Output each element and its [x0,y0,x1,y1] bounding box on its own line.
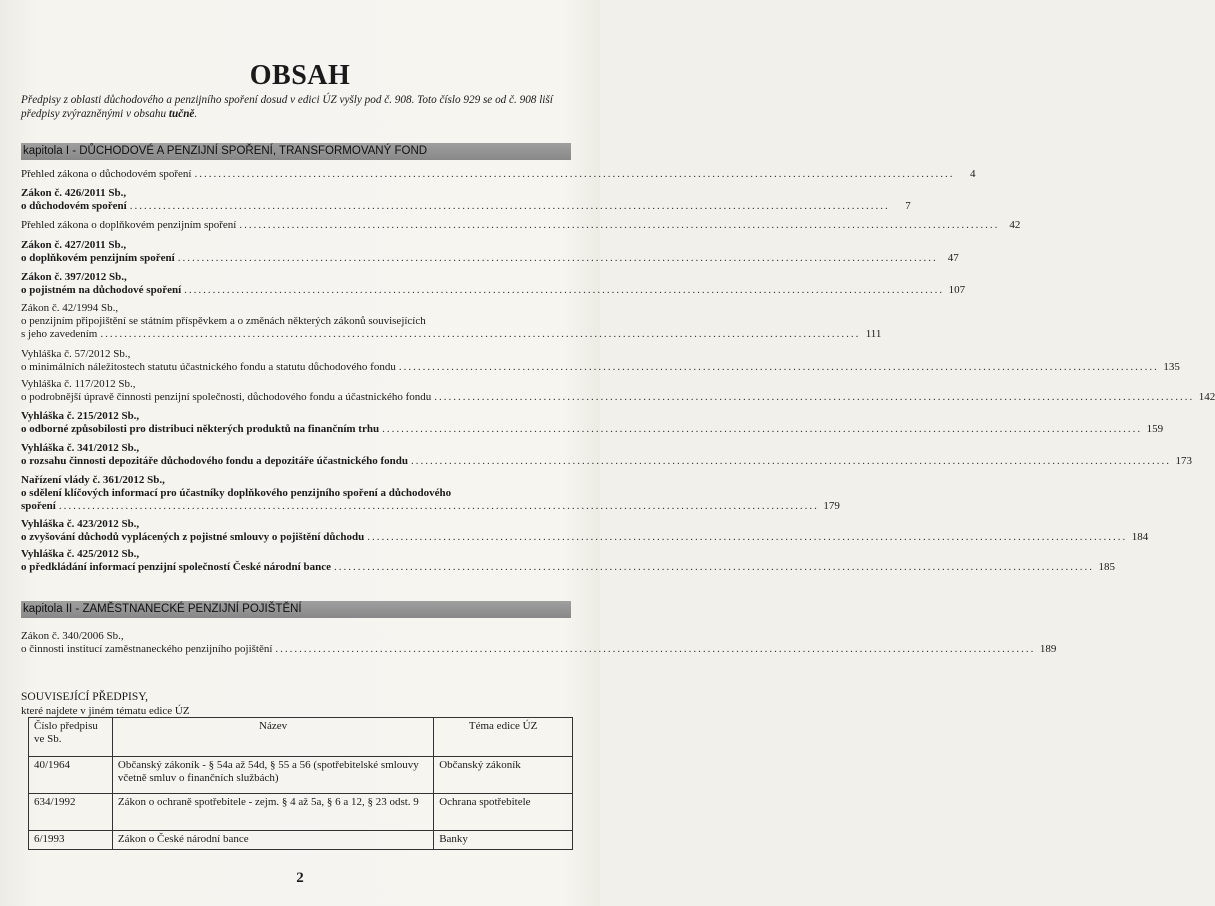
toc-page-number: 4 [969,168,976,180]
chapter-heading: kapitola I - DŮCHODOVÉ A PENZIJNÍ SPOŘENÍ, TRANSFORMOVANÝ FOND [21,143,571,160]
toc-entry-line: Zákon č. 340/2006 Sb., [21,630,124,642]
toc-entry-line: Vyhláška č. 57/2012 Sb., [21,348,131,360]
related-subheading: které najdete v jiném tématu edice ÚZ [21,705,190,717]
toc-page-number: 7 [905,200,911,212]
toc-entry-line: Zákon č. 397/2012 Sb., [21,271,127,283]
cell-name: Občanský zákoník - § 54a až 54d, § 55 a 56 (spotřebitelské smlouvy včetně smluv o finančních službách) [112,757,433,794]
cell-number: 634/1992 [29,794,113,831]
toc-entry-title: o činnosti institucí zaměstnaneckého penzijního pojištění [21,643,273,655]
toc-entry-line: Vyhláška č. 117/2012 Sb., [21,378,136,390]
table-row [29,794,573,831]
toc-entry[interactable] [21,474,840,513]
leader-dots [194,168,954,181]
leader-dots [275,643,1035,656]
toc-page-number: 159 [1146,423,1164,435]
toc-entry[interactable] [21,410,1164,436]
toc-page-number: 179 [823,500,840,512]
cell-topic: Občanský zákoník [434,757,573,794]
related-table [28,717,573,850]
toc-entry-title: o podrobnější úpravě činnosti penzijní společnosti, důchodového fondu a účastnického fondu [21,391,432,403]
toc-entry[interactable] [21,548,1115,574]
toc-entry-line: Zákon č. 427/2011 Sb., [21,239,127,251]
cell-name: Zákon o ochraně spotřebitele - zejm. § 4 až 5a, § 6 a 12, § 23 odst. 9 [112,794,433,831]
intro-paragraph [21,93,577,121]
intro-text: Předpisy z oblasti důchodového a penzijního spoření dosud v edici ÚZ vyšly pod č. 908. Toto číslo 929 se od č. 908 liší předpisy zvýrazněnými v obsahu [21,94,553,120]
leader-dots [100,328,860,341]
page-title: OBSAH [249,60,351,91]
toc-entry[interactable] [21,187,911,213]
leader-dots [178,252,938,265]
toc-entry-line: Vyhláška č. 341/2012 Sb., [21,442,140,454]
leader-dots [367,531,1127,544]
toc-entry-title: Přehled zákona o důchodovém spoření [21,168,192,180]
toc-entry[interactable] [21,271,966,297]
toc-entry-title: o minimálních náležitostech statutu účastnického fondu a statutu důchodového fondu [21,361,396,373]
toc-page-number: 107 [948,284,966,296]
cell-number: 6/1993 [29,831,113,850]
leader-dots [59,500,819,513]
toc-entry-title: s jeho zavedením [21,328,98,340]
toc-entry-title: spoření [21,500,56,512]
column-header-topic: Téma edice ÚZ [434,718,573,757]
toc-entry[interactable] [21,219,1021,232]
cell-name: Zákon o České národní bance [112,831,433,850]
intro-bold-word: tučně [168,108,195,120]
toc-page-number: 189 [1039,643,1057,655]
toc-entry[interactable] [21,168,976,181]
leader-dots [239,219,999,232]
toc-entry-line: Nařízení vlády č. 361/2012 Sb., [21,474,165,486]
chapter-heading: kapitola II - ZAMĚSTNANECKÉ PENZIJNÍ POJIŠTĚNÍ [21,601,571,618]
toc-entry-line: Vyhláška č. 215/2012 Sb., [21,410,140,422]
toc-entry[interactable] [21,442,1192,468]
toc-page-number: 42 [1009,219,1021,231]
leader-dots [411,455,1171,468]
toc-entry[interactable] [21,348,1180,374]
toc-entry[interactable] [21,518,1149,544]
toc-entry-title: Přehled zákona o doplňkovém penzijním spoření [21,219,237,231]
toc-page-number: 142 [1198,391,1215,403]
leader-dots [184,284,944,297]
toc-entry-title: o odborné způsobilosti pro distribuci některých produktů na finančním trhu [21,423,380,435]
toc-entry-line: o penzijním připojištění se státním příspěvkem a o změnách některých zákonů souvisejících [21,315,426,327]
toc-entry[interactable] [21,378,1215,404]
toc-page-number: 47 [947,252,959,264]
toc-entry-title: o předkládání informací penzijní společností České národní bance [21,561,331,573]
intro-end: . [194,108,198,120]
cell-topic: Ochrana spotřebitele [434,794,573,831]
toc-entry[interactable] [21,302,882,341]
toc-page-number: 135 [1163,361,1180,373]
table-header-row [29,718,573,757]
column-header-name: Název [112,718,433,757]
toc-entry-title: o důchodovém spoření [21,200,127,212]
leader-dots [334,561,1094,574]
toc-entry-line: Vyhláška č. 423/2012 Sb., [21,518,140,530]
leader-dots [382,423,1142,436]
related-heading: SOUVISEJÍCÍ PŘEDPISY, [21,691,148,703]
leader-dots [434,391,1194,404]
cell-number: 40/1964 [29,757,113,794]
toc-entry-title: o zvyšování důchodů vyplácených z pojistné smlouvy o pojištění důchodu [21,531,365,543]
leader-dots [399,361,1159,374]
table-row [29,831,573,850]
cell-topic: Banky [434,831,573,850]
toc-entry-title: o doplňkovém penzijním spoření [21,252,175,264]
toc-entry-title: o pojistném na důchodové spoření [21,284,182,296]
toc-entry-line: Vyhláška č. 425/2012 Sb., [21,548,140,560]
toc-entry-title: o rozsahu činnosti depozitáře důchodového fondu a depozitáře účastnického fondu [21,455,408,467]
toc-entry[interactable] [21,239,959,265]
table-row [29,757,573,794]
toc-page-number: 173 [1175,455,1192,467]
toc-entry-line: o sdělení klíčových informací pro účastníky doplňkového penzijního spoření a důchodového [21,487,452,499]
leader-dots [130,200,890,213]
page-number: 2 [296,870,304,886]
column-header-number: Číslo předpisu ve Sb. [29,718,113,757]
toc-entry[interactable] [21,630,1057,656]
toc-page-number: 185 [1098,561,1115,573]
toc-page-number: 111 [865,328,882,340]
toc-entry-line: Zákon č. 42/1994 Sb., [21,302,119,314]
toc-page-number: 184 [1131,531,1149,543]
toc-entry-line: Zákon č. 426/2011 Sb., [21,187,127,199]
